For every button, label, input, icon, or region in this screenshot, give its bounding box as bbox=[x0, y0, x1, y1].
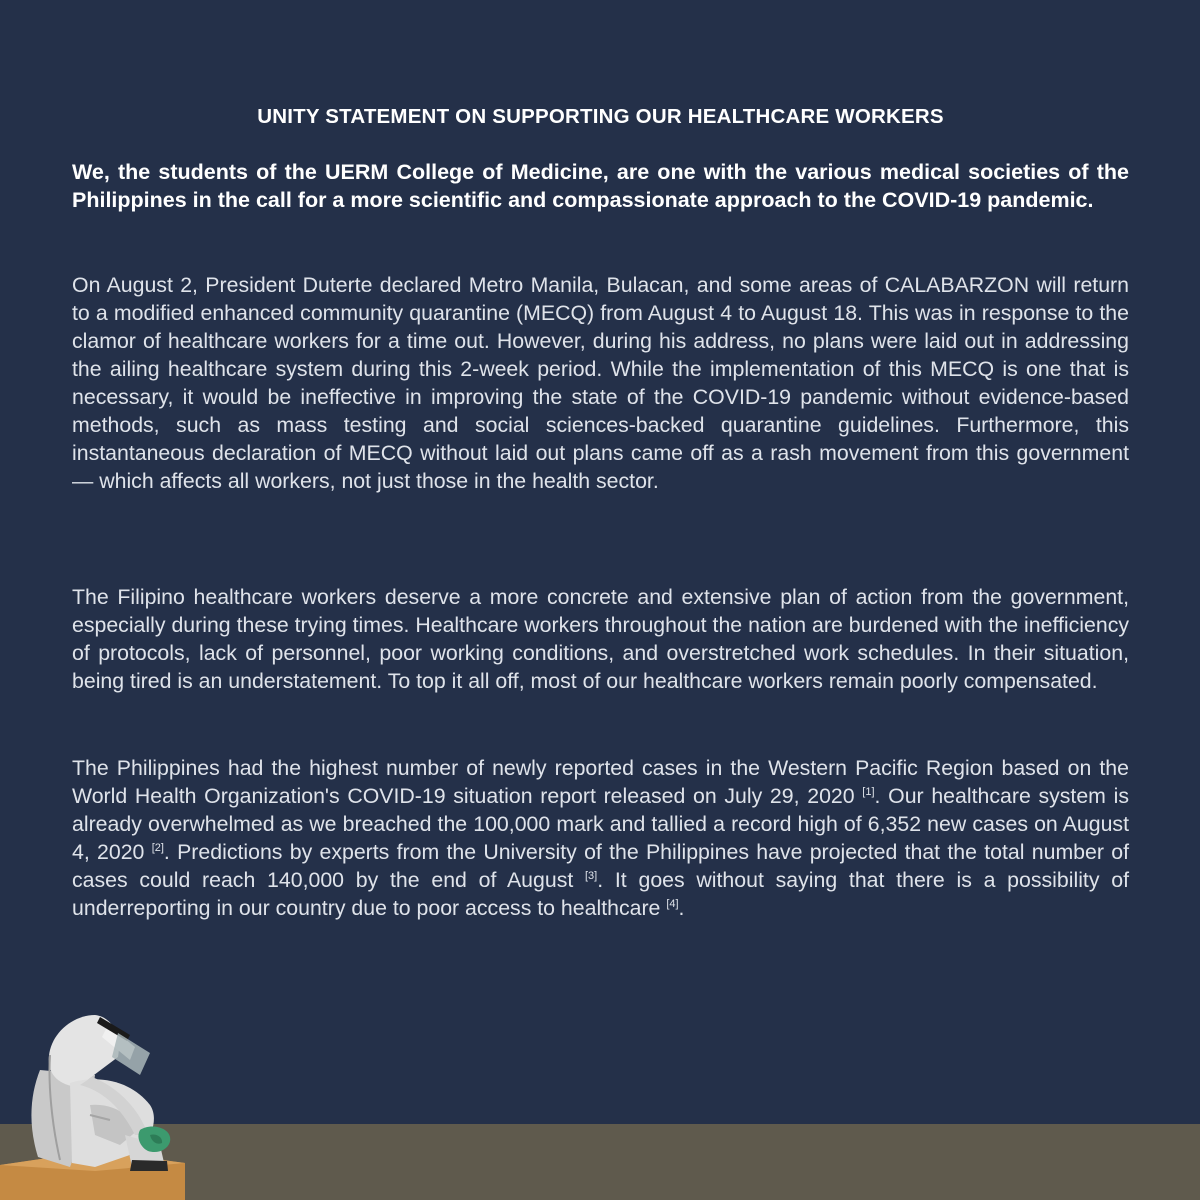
reference-1: [1] bbox=[862, 785, 875, 798]
healthcare-worker-sitting-icon bbox=[0, 995, 210, 1200]
body-paragraph-2: The Filipino healthcare workers deserve a more concrete and extensive plan of action from the government, especially during these trying times. Healthcare workers throughout the nation are burdened with the inefficiency of protocols, lack of personnel, poor working conditions, and overstretched work schedules. In their situation, being tired is an understatement. To top it all off, most of our healthcare workers remain poorly compensated. bbox=[72, 585, 1129, 693]
paragraph-3-text-5: . bbox=[678, 896, 685, 920]
body-paragraph-1: On August 2, President Duterte declared Metro Manila, Bulacan, and some areas of CALABARZON will return to a modified enhanced community quarantine (MECQ) from August 4 to August 18. This was in response to the clamor of healthcare workers for a time out. However, during his address, no plans were laid out in addressing the ailing healthcare system during this 2-week period. While the implementation of this MECQ is one that is necessary, it would be ineffective in improving the state of the COVID-19 pandemic without evidence-based methods, such as mass testing and social sciences-backed quarantine guidelines. Furthermore, this instantaneous declaration of MECQ without laid out plans came off as a rash movement from this government — which affects all workers, not just those in the health sector. bbox=[72, 273, 1129, 493]
paragraph-3-text-4: . It goes without saying that there is a possibility of underreporting in our country due to poor access to healthcare bbox=[72, 868, 1129, 920]
body-paragraph-3 bbox=[72, 754, 1129, 922]
paragraph-3-text-2: . Our healthcare system is already overwhelmed as we breached the 100,000 mark and tallied a record high of 6,352 new cases on August 4, 2020 bbox=[72, 784, 1129, 864]
reference-3: [3] bbox=[585, 869, 598, 882]
paragraph-3-text-1: The Philippines had the highest number of newly reported cases in the Western Pacific Region based on the World Health Organization's COVID-19 situation report released on July 29, 2020 bbox=[72, 756, 1129, 808]
lead-paragraph: We, the students of the UERM College of Medicine, are one with the various medical societies of the Philippines in the call for a more scientific and compassionate approach to the COVID-19 pandemic. bbox=[72, 160, 1129, 212]
page-title: UNITY STATEMENT ON SUPPORTING OUR HEALTHCARE WORKERS bbox=[257, 105, 944, 128]
paragraph-3-text-3: . Predictions by experts from the University of the Philippines have projected that the total number of cases could reach 140,000 by the end of August bbox=[72, 840, 1129, 892]
reference-2: [2] bbox=[151, 841, 164, 854]
reference-4: [4] bbox=[666, 897, 679, 910]
